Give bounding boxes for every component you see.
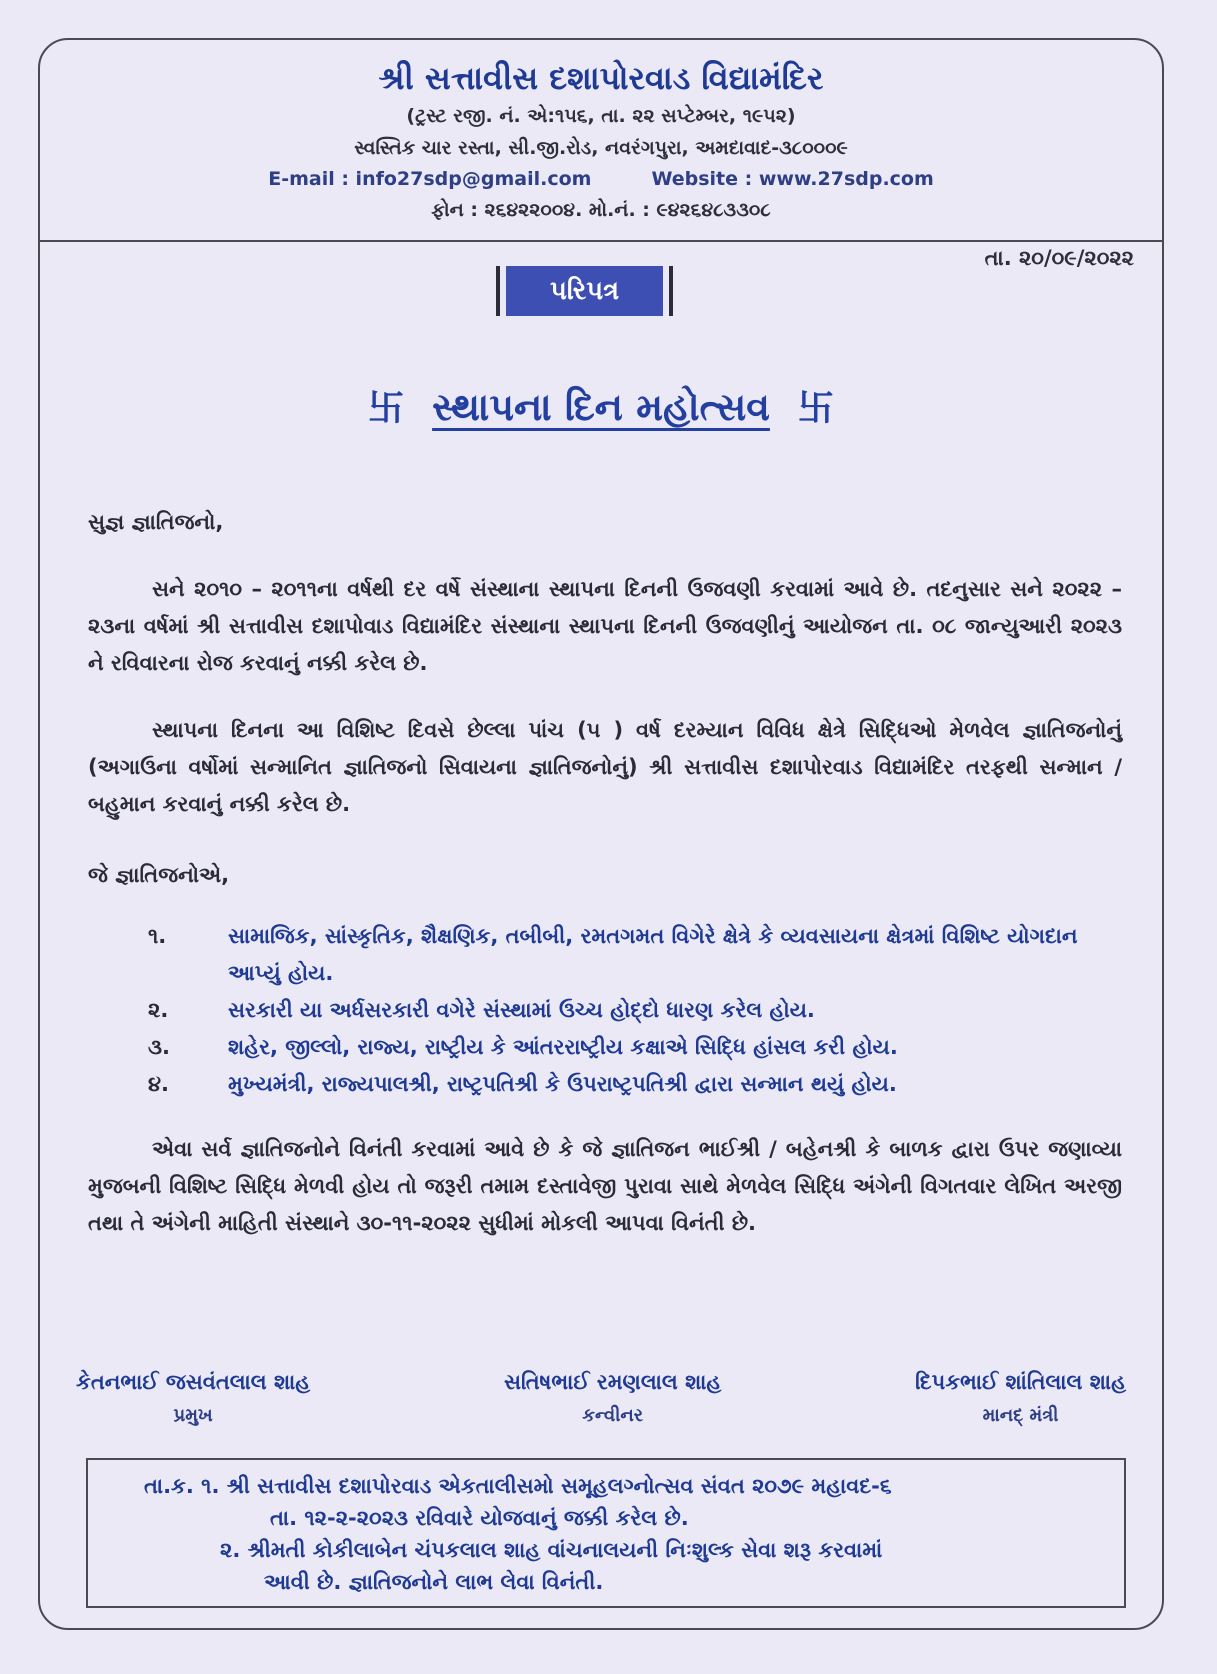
- letterhead: [40, 40, 1162, 242]
- list-item-text: મુખ્યમંત્રી, રાજ્યપાલશ્રી, રાષ્ટ્રપતિશ્રી કે ઉપરાષ્ટ્રપતિશ્રી દ્વારા સન્માન થયું હોય.: [228, 1072, 897, 1096]
- signatory-convener: [504, 1370, 721, 1426]
- contact-line: [40, 164, 1162, 194]
- trust-registration: (ટ્રસ્ટ રજી. નં. એ:૧૫૬, તા. ૨૨ સપ્ટેમ્બર, ૧૯૫૨): [406, 105, 796, 127]
- phone: ફોન : ૨૬૪૨૨૦૦૪. મો.નં. : ૯૪૨૬૪૮૩૩૦૮: [431, 199, 771, 221]
- signatory-name: સતિષભાઈ રમણલાલ શાહ: [503, 1370, 722, 1394]
- letter-frame: [38, 38, 1164, 1630]
- postscript-line: ૨. શ્રીમતી કોકીલાબેન ચંપકલાલ શાહ વાંચનાલયની નિઃશુલ્ક સેવા શરૂ કરવામાં: [220, 1538, 883, 1562]
- letter-date: તા. ૨૦/૦૯/૨૦૨૨: [984, 246, 1134, 270]
- circular-label: પરિપત્ર: [506, 266, 663, 316]
- signatory-role: પ્રમુખ: [173, 1405, 213, 1426]
- paragraph-1: સને ૨૦૧૦ – ૨૦૧૧ના વર્ષથી દર વર્ષે સંસ્થાના સ્થાપના દિનની ઉજવણી કરવામાં આવે છે. તદનુસાર સને ૨૦૨૨ – ૨૩ના વર્ષમાં શ્રી સત્તાવીસ દશાપોવાડ વિદ્યામંદિર સંસ્થાના સ્થાપના દિનની ઉજવણીનું આયોજન તા. ૦૮ જાન્યુઆરી ૨૦૨૩ ને રવિવારના રોજ કરવાનું નક્કી કરેલ છે.: [88, 577, 1122, 675]
- list-item-number: ૨.: [148, 998, 169, 1022]
- badge-bar-left: [496, 266, 500, 316]
- list-item: [88, 918, 1122, 992]
- criteria-intro: જે જ્ઞાતિજનોએ,: [88, 863, 230, 887]
- signatory-president: [76, 1370, 310, 1426]
- list-item-number: ૩.: [148, 1035, 170, 1059]
- subject-heading: [40, 380, 1162, 431]
- signatory-secretary: [915, 1370, 1126, 1426]
- list-item-number: ૧.: [148, 924, 167, 948]
- email: E-mail : info27sdp@gmail.com: [268, 168, 592, 190]
- salutation: સુજ્ઞ જ્ઞાતિજનો,: [88, 510, 224, 534]
- list-item-text: સામાજિક, સાંસ્કૃતિક, શૈક્ષણિક, તબીબી, રમતગમત વિગેરે ક્ષેત્રે કે વ્યવસાયના ક્ષેત્રમાં વિશિષ્ટ યોગદાન આપ્યું હોય.: [228, 924, 1078, 985]
- postscript-box: [86, 1458, 1126, 1608]
- signatory-name: કેતનભાઈ જસવંતલાલ શાહ: [76, 1370, 311, 1394]
- signatory-role: કન્વીનર: [582, 1405, 644, 1426]
- postscript-line: તા.ક. ૧. શ્રી સત્તાવીસ દશાપોરવાડ એકતાલીસમો સમૂહલગ્નોત્સવ સંવત ૨૦૭૯ મહાવદ-૬: [144, 1474, 892, 1498]
- list-item-number: ૪.: [148, 1072, 169, 1096]
- website: Website : www.27sdp.com: [651, 168, 934, 190]
- circular-badge: [496, 266, 673, 316]
- swastika-icon: 卐: [797, 388, 834, 429]
- criteria-list: [88, 918, 1122, 1103]
- postscript-line: તા. ૧૨-૨-૨૦૨૩ રવિવારે યોજવાનું જક્કી કરેલ છે.: [270, 1506, 689, 1530]
- paragraph-2: સ્થાપના દિનના આ વિશિષ્ટ દિવસે છેલ્લા પાંચ (૫ ) વર્ષ દરમ્યાન વિવિધ ક્ષેત્રે સિદ્ધિઓ મેળવેલ જ્ઞાતિજનોનું (અગાઉના વર્ષોમાં સન્માનિત જ્ઞાતિજનો સિવાયના જ્ઞાતિજનોનું) શ્રી સત્તાવીસ દશાપોરવાડ વિદ્યામંદિર તરફથી સન્માન / બહુમાન કરવાનું નક્કી કરેલ છે.: [88, 718, 1122, 816]
- address: સ્વસ્તિક ચાર રસ્તા, સી.જી.રોડ, નવરંગપુરા, અમદાવાદ-૩૮૦૦૦૯: [354, 137, 848, 159]
- list-item: [88, 1066, 1122, 1103]
- letter-body: [88, 510, 1122, 1242]
- postscript-line: આવી છે. જ્ઞાતિજનોને લાભ લેવા વિનંતી.: [264, 1570, 604, 1594]
- list-item: [88, 1029, 1122, 1066]
- signatory-name: દિપકભાઈ શાંતિલાલ શાહ: [915, 1370, 1126, 1394]
- request-paragraph: એવા સર્વ જ્ઞાતિજનોને વિનંતી કરવામાં આવે છે કે જે જ્ઞાતિજન ભાઈશ્રી / બહેનશ્રી કે બાળક દ્વારા ઉપર જણાવ્યા મુજબની વિશિષ્ટ સિદ્ધિ મેળવી હોય તો જરૂરી તમામ દસ્તાવેજી પુરાવા સાથે મેળવેલ સિદ્ધિ અંગેની વિગતવાર લેખિત અરજી તથા તે અંગેની માહિતી સંસ્થાને ૩૦-૧૧-૨૦૨૨ સુધીમાં મોકલી આપવા વિનંતી છે.: [88, 1137, 1122, 1235]
- signatories: [76, 1370, 1126, 1426]
- swastika-icon: 卐: [368, 388, 405, 429]
- subject-text: સ્થાપના દિન મહોત્સવ: [432, 385, 770, 429]
- badge-bar-right: [669, 266, 673, 316]
- signatory-role: માનદ્ મંત્રી: [982, 1405, 1059, 1426]
- list-item-text: શહેર, જીલ્લો, રાજ્ય, રાષ્ટ્રીય કે આંતરરાષ્ટ્રીય કક્ષાએ સિદ્ધિ હાંસલ કરી હોય.: [228, 1035, 898, 1059]
- organization-title: શ્રી સત્તાવીસ દશાપોરવાડ વિદ્યામંદિર: [378, 59, 824, 97]
- list-item-text: સરકારી યા અર્ધસરકારી વગેરે સંસ્થામાં ઉચ્ચ હોદ્દો ધારણ કરેલ હોય.: [228, 998, 815, 1022]
- list-item: [88, 992, 1122, 1029]
